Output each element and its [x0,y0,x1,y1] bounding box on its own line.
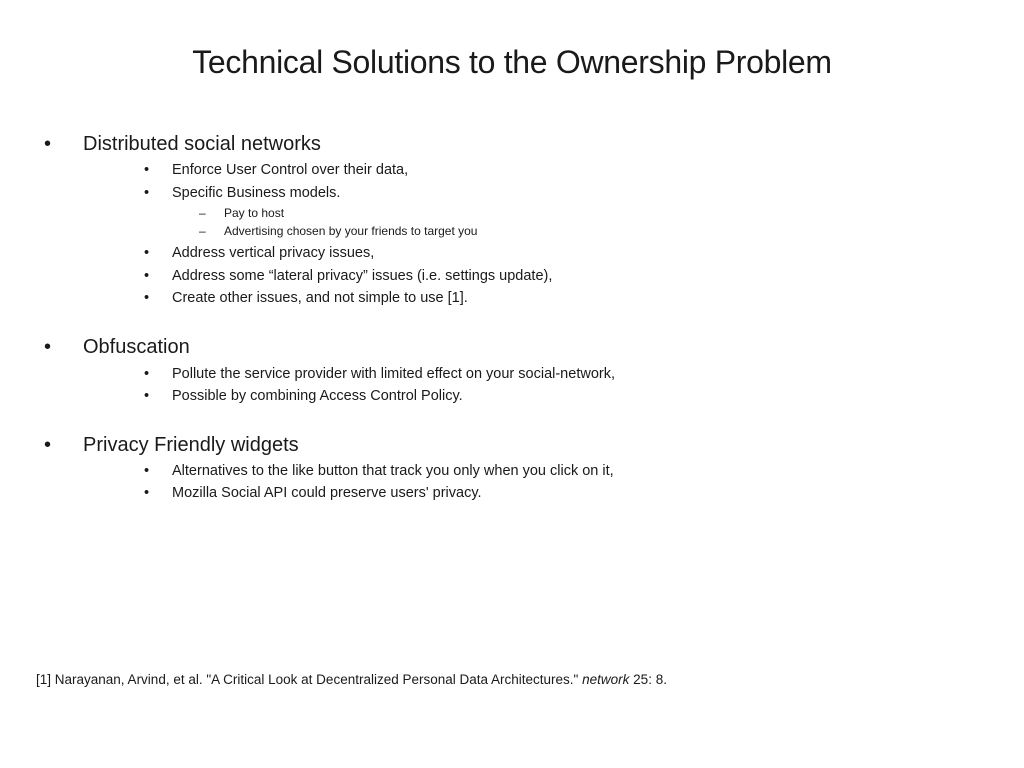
dash-icon: – [199,206,206,220]
list-item-text: Alternatives to the like button that track you only when you click on it, [172,463,614,479]
sub-list-item-text: Pay to host [224,206,285,220]
section-label: Privacy Friendly widgets [83,434,299,456]
list-item-text: Address vertical privacy issues, [172,245,375,261]
bullet-icon: • [144,366,150,382]
footnote-citation [36,670,667,690]
bullet-icon: • [44,434,52,456]
dash-icon: – [199,224,206,238]
bullet-icon: • [144,185,150,201]
bullet-icon: • [44,133,52,155]
bullet-icon: • [144,485,150,501]
sub-list-item-text: Advertising chosen by your friends to target you [224,224,478,238]
bullet-icon: • [144,463,150,479]
footnote-volume: 25: 8. [633,672,667,687]
slide-title: Technical Solutions to the Ownership Problem [192,44,832,80]
footnote-text: [1] Narayanan, Arvind, et al. "A Critical Look at Decentralized Personal Data Architectures." [36,672,579,687]
section-label: Distributed social networks [83,133,321,155]
bullet-icon: • [144,268,150,284]
bullet-icon: • [144,290,150,306]
footnote-venue: network [582,672,630,687]
list-item-text: Address some “lateral privacy” issues (i.e. settings update), [172,268,553,284]
section-label: Obfuscation [83,336,190,358]
bullet-icon: • [144,162,150,178]
list-item-text: Specific Business models. [172,185,341,201]
list-item-text: Possible by combining Access Control Policy. [172,388,463,404]
bullet-icon: • [144,245,150,261]
list-item-text: Mozilla Social API could preserve users' privacy. [172,485,482,501]
bullet-icon: • [44,336,52,358]
list-item-text: Create other issues, and not simple to use [1]. [172,290,468,306]
list-item-text: Enforce User Control over their data, [172,162,409,178]
bullet-icon: • [144,388,150,404]
list-item-text: Pollute the service provider with limited effect on your social-network, [172,366,615,382]
